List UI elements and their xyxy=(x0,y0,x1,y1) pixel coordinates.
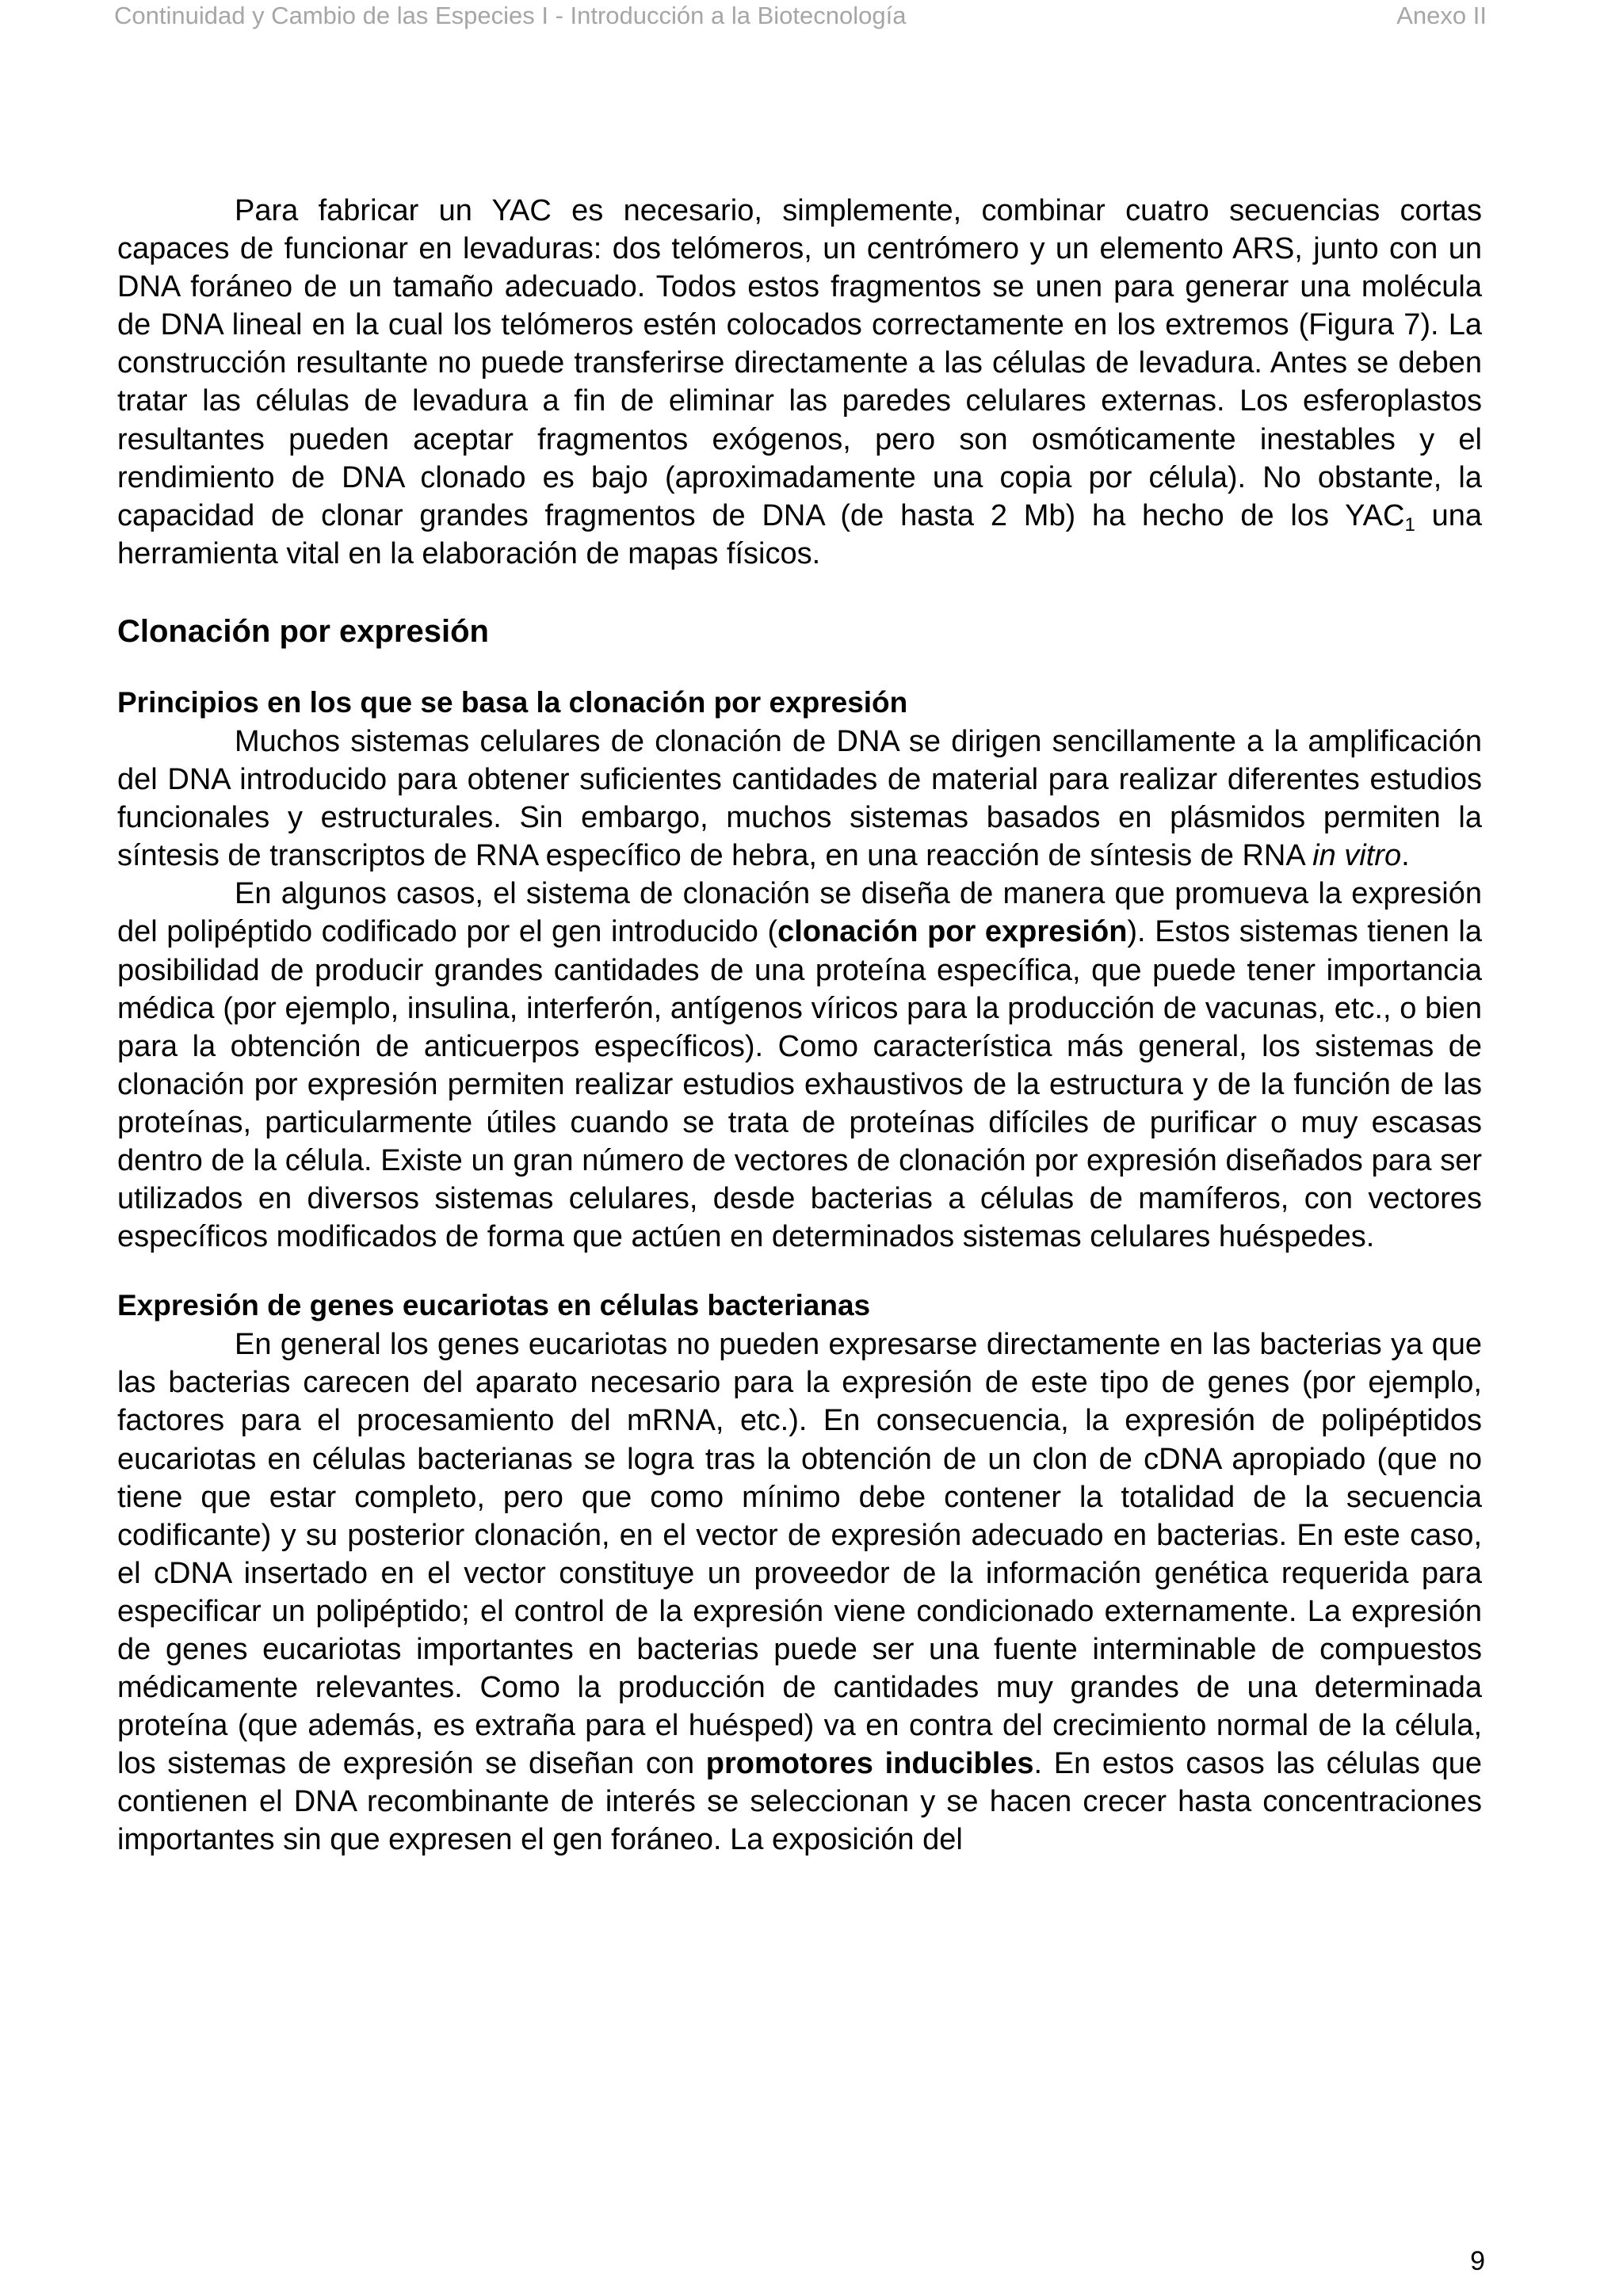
paragraph-principles xyxy=(117,723,1482,875)
subsection-title-eukaryotic: Expresión de genes eucariotas en células bacterianas xyxy=(117,1289,871,1322)
yac-subscript: 1 xyxy=(1404,513,1415,536)
expression-cloning-bold: clonación por expresión xyxy=(777,915,1128,949)
paragraph-yac-text: Para fabricar un YAC es necesario, simplemente, combinar cuatro secuencias cortas capaces de funcionar en levaduras: dos telómeros, un centrómero y un elemento ARS, junto con un DNA foráneo de un tamaño adecuado. Todos estos fragmentos se unen para generar una molécula de DNA lineal en la cual los telómeros estén colocados correctamente en los extremos (Figura 7). La construcción resultante no puede transferirse directamente a las células de levadura. Antes se deben tratar las células de levadura a fin de eliminar las paredes celulares externas. Los esferoplastos resultantes pueden aceptar fragmentos exógenos, pero son osmóticamente inestables y el rendimiento de DNA clonado es bajo (aproximadamente una copia por célula). No obstante, la capacidad de clonar grandes fragmentos de DNA (de hasta 2 Mb) ha hecho de los YAC xyxy=(117,194,1482,532)
paragraph-eukaryotic-text-end: . En estos casos las células que contienen el DNA recombinante de interés se seleccionan y se hacen crecer hasta concentraciones importantes sin que expresen el gen foráneo. La exposición del xyxy=(117,1747,1482,1857)
header-title: Continuidad y Cambio de las Especies I - Introducción a la Biotecnología xyxy=(114,2,907,29)
paragraph-yac-text-end: una herramienta vital en la elaboración de mapas físicos. xyxy=(117,498,1482,570)
in-vitro-italic: in vitro xyxy=(1312,839,1402,873)
page-number: 9 xyxy=(1470,2246,1485,2276)
page-content xyxy=(117,192,1482,1859)
section-title: Clonación por expresión xyxy=(117,613,489,649)
page-header xyxy=(114,0,1487,36)
paragraph-eukaryotic xyxy=(117,1325,1482,1859)
paragraph-eukaryotic-text: En general los genes eucariotas no pueden expresarse directamente en las bacterias ya que las bacterias carecen del aparato necesario para la expresión de este tipo de genes (por ejemplo, factores para el procesamiento del mRNA, etc.). En consecuencia, la expresión de polipéptidos eucariotas en células bacterianas se logra tras la obtención de un clon de cDNA apropiado (que no tiene que estar completo, pero que como mínimo debe contener la totalidad de la secuencia codificante) y su posterior clonación, en el vector de expresión adecuado en bacterias. En este caso, el cDNA insertado en el vector constituye un proveedor de la información genética requerida para especificar un polipéptido; el control de la expresión viene condicionado externamente. La expresión de genes eucariotas importantes en bacterias puede ser una fuente interminable de compuestos médicamente relevantes. Como la producción de cantidades muy grandes de una determinada proteína (que además, es extraña para el huésped) va en contra del crecimiento normal de la célula, los sistemas de expresión se diseñan con xyxy=(117,1328,1482,1781)
paragraph-principles-text: Muchos sistemas celulares de clonación de DNA se dirigen sencillamente a la amplificación del DNA introducido para obtener suficientes cantidades de material para realizar diferentes estudios funcionales y estructurales. Sin embargo, muchos sistemas basados en plásmidos permiten la síntesis de transcriptos de RNA específico de hebra, en una reacción de síntesis de RNA xyxy=(117,724,1482,873)
header-annex: Anexo II xyxy=(1396,2,1487,29)
subsection-title-principles: Principios en los que se basa la clonación por expresión xyxy=(117,685,908,719)
paragraph-principles-end: . xyxy=(1401,839,1410,873)
paragraph-yac xyxy=(117,192,1482,573)
paragraph-expression-text-end: ). Estos sistemas tienen la posibilidad de producir grandes cantidades de una proteína específica, que puede tener importancia médica (por ejemplo, insulina, interferón, antígenos víricos para la producción de vacunas, etc., o bien para la obtención de anticuerpos específicos). Como característica más general, los sistemas de clonación por expresión permiten realizar estudios exhaustivos de la estructura y de la función de las proteínas, particularmente útiles cuando se trata de proteínas difíciles de purificar o muy escasas dentro de la célula. Existe un gran número de vectores de clonación por expresión diseñados para ser utilizados en diversos sistemas celulares, desde bacterias a células de mamíferos, con vectores específicos modificados de forma que actúen en determinados sistemas celulares huéspedes. xyxy=(117,915,1483,1254)
inducible-promoters-bold: promotores inducibles xyxy=(705,1747,1034,1781)
paragraph-expression-cloning xyxy=(117,875,1482,1256)
paragraph-expression-text: En algunos casos, el sistema de clonación se diseña de manera que promueva la expresión del polipéptido codificado por el gen introducido ( xyxy=(117,877,1482,949)
